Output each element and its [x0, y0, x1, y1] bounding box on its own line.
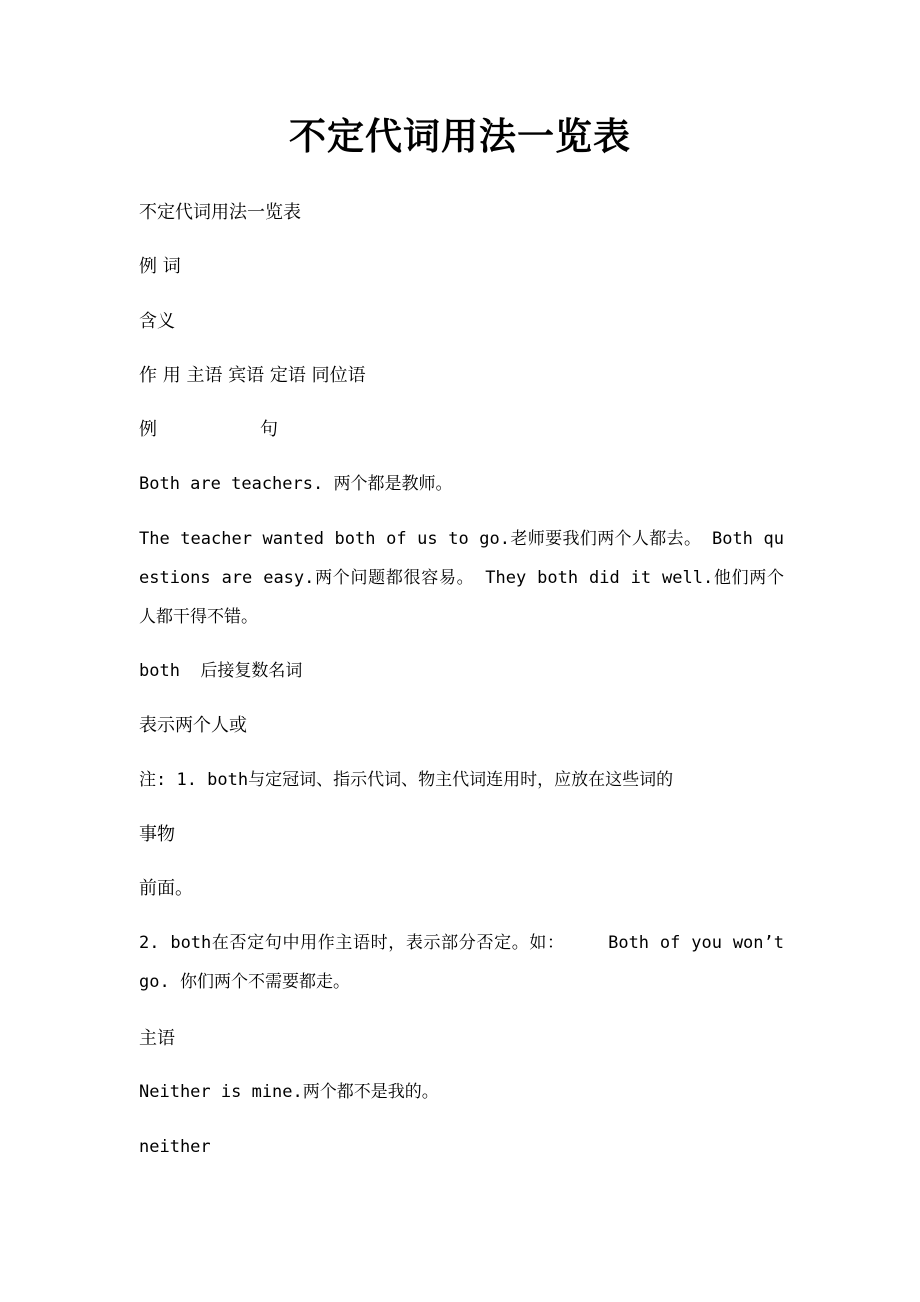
paragraph-both-usage: both 后接复数名词 — [139, 661, 303, 681]
paragraph-example-word-label: 例 词 — [139, 256, 181, 277]
paragraph-example-sentence-label: 例 句 — [139, 419, 278, 440]
paragraph-note-1: 注: 1. both与定冠词、指示代词、物主代词连用时，应放在这些词的 — [139, 770, 674, 790]
document-title: 不定代词用法一览表 — [289, 114, 631, 158]
paragraph-both-meaning: 表示两个人或 — [139, 715, 247, 736]
paragraph-things: 事物 — [139, 824, 175, 845]
paragraph-subject-label: 主语 — [139, 1028, 175, 1049]
paragraph-front: 前面。 — [139, 878, 193, 899]
paragraph-neither-example: Neither is mine.两个都不是我的。 — [139, 1082, 439, 1102]
paragraph-neither-word: neither — [139, 1137, 211, 1157]
paragraph-both-examples: The teacher wanted both of us to go.老师要我们两个人都去。 Both questions are easy.两个问题都很容易。 They both did it well.他们两个人都干得不错。 — [139, 529, 784, 627]
paragraph-function-label: 作 用 主语 宾语 定语 同位语 — [139, 365, 366, 386]
paragraph-both-example-1: Both are teachers. 两个都是教师。 — [139, 474, 453, 494]
paragraph-note-2: 2. both在否定句中用作主语时，表示部分否定。如： Both of you won’t go. 你们两个不需要都走。 — [139, 933, 795, 992]
paragraph-table-heading: 不定代词用法一览表 — [139, 202, 301, 223]
paragraph-meaning-label: 含义 — [139, 311, 175, 332]
